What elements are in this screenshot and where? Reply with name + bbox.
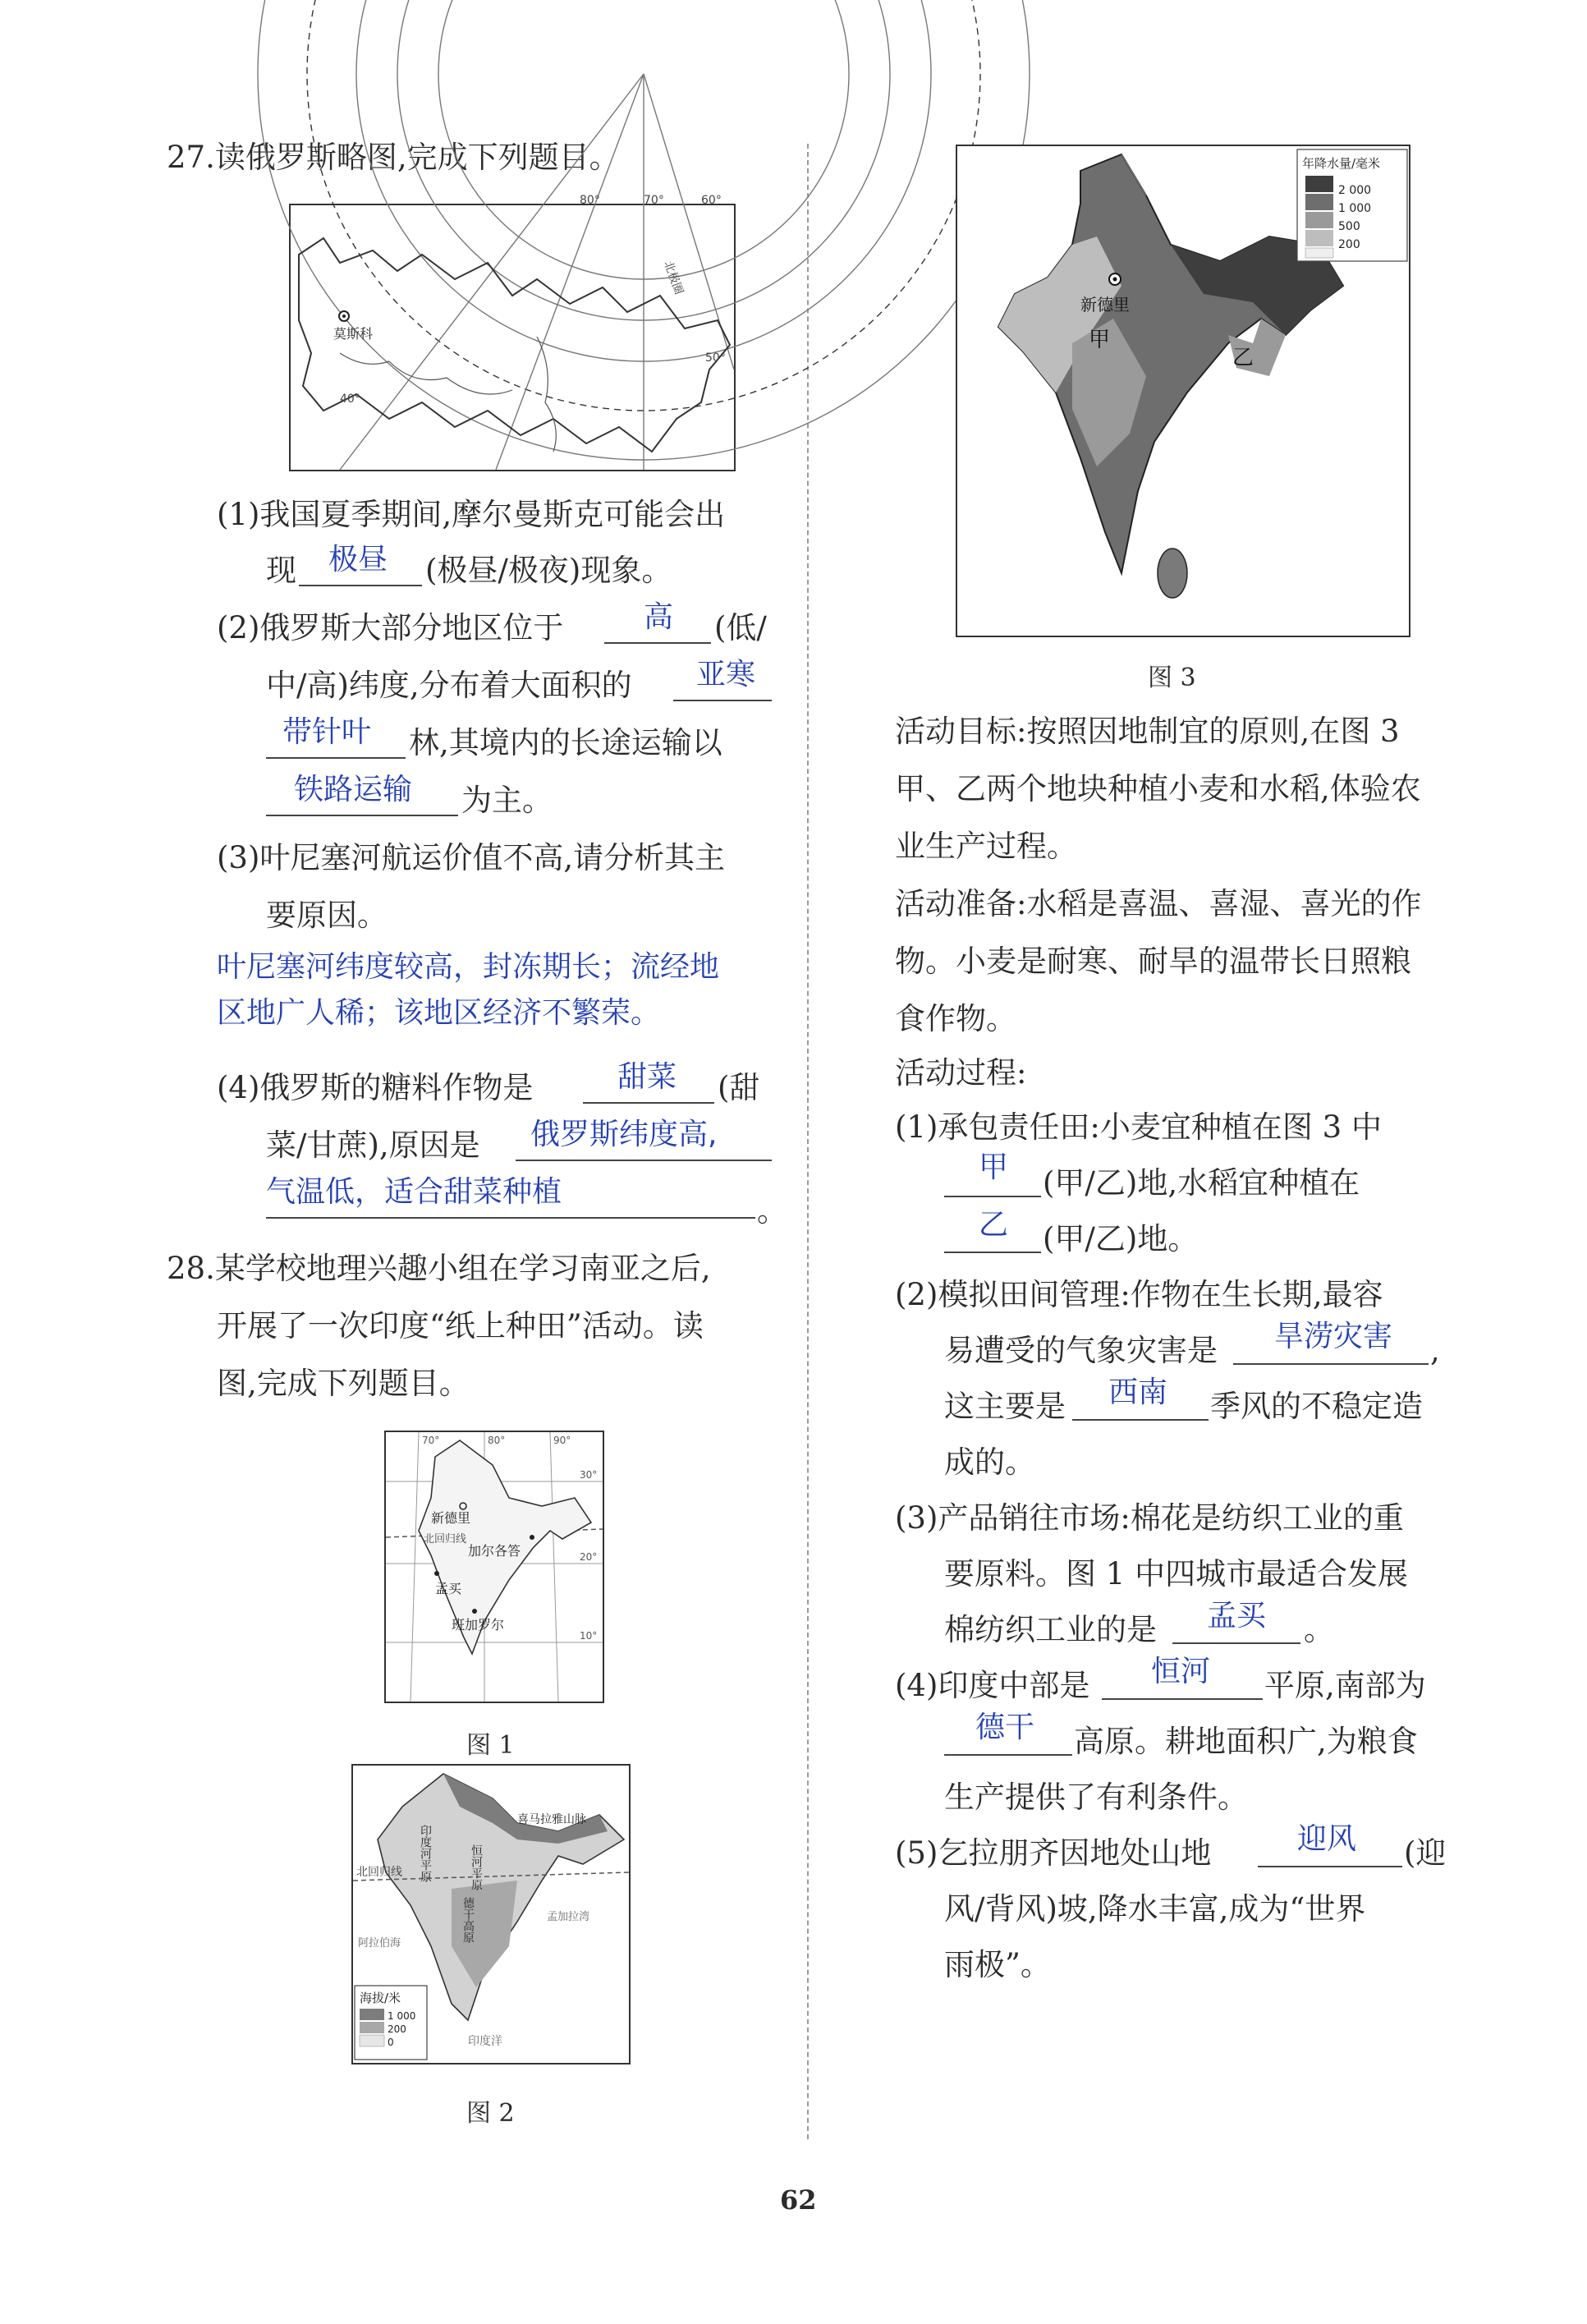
s4-line1-pre: (4)印度中部是: [895, 1668, 1090, 1703]
s5-blank-slope: [1258, 1866, 1402, 1867]
fig3-legend-1000: 1 000: [1338, 202, 1372, 215]
fig1-lat-10: 10°: [580, 1630, 598, 1642]
fig1-lon-90: 90°: [553, 1435, 571, 1446]
s4-ans-plateau: 德干: [975, 1711, 1035, 1744]
fig2-label-bay: 孟加拉湾: [547, 1911, 590, 1923]
prep-line-2: 物。小麦是耐寒、耐旱的温带长日照粮: [895, 944, 1411, 979]
fig1-lon-80: 80°: [488, 1435, 506, 1446]
s3-line1: (3)产品销往市场:棉花是纺织工业的重: [895, 1500, 1404, 1536]
q27-p3-line1: (3)叶尼塞河航运价值不高,请分析其主: [217, 840, 726, 875]
q27-p2-ans-lat: 高: [644, 600, 674, 634]
s4-line1-post: 平原,南部为: [1264, 1668, 1426, 1703]
s3-line3-post: 。: [1304, 1612, 1334, 1647]
column-divider: [807, 144, 809, 2139]
q27-p2-blank-forest1: [673, 700, 772, 701]
figure-3-caption: 图 3: [1148, 664, 1196, 692]
q27-p1-line2-post: (极昼/极夜)现象。: [425, 553, 672, 588]
q27-p1-line2-pre: 现: [266, 553, 296, 588]
fig1-city-bangalore: 班加罗尔: [452, 1617, 505, 1633]
fig1-lat-30: 30°: [580, 1469, 598, 1481]
lat-label-40: 40°: [340, 393, 360, 406]
fig3-legend-title: 年降水量/毫米: [1302, 156, 1381, 171]
q27-p4-line1-post: (甜: [718, 1070, 760, 1105]
s2-line1: (2)模拟田间管理:作物在生长期,最容: [895, 1277, 1383, 1312]
s2-line2-post: ,: [1430, 1333, 1440, 1368]
q28-stem-1: 28.某学校地理兴趣小组在学习南亚之后,: [167, 1251, 711, 1286]
fig1-lon-70: 70°: [422, 1435, 440, 1446]
q27-p4-ans-crop: 甜菜: [617, 1060, 677, 1094]
q27-p2-line2-pre: 中/高)纬度,分布着大面积的: [266, 668, 632, 703]
q27-p2-blank-transport: [266, 815, 458, 816]
q27-p3-answer1: 叶尼塞河纬度较高，封冻期长；流经地: [217, 950, 720, 984]
s2-blank-monsoon: [1072, 1419, 1209, 1421]
fig3-label-yi: 乙: [1232, 346, 1254, 370]
figure-2-caption: 图 2: [466, 2099, 515, 2128]
figure-2-terrain-map: [351, 1764, 631, 2065]
s2-line2-pre: 易遭受的气象灾害是: [944, 1333, 1218, 1368]
s2-line4: 成的。: [944, 1444, 1035, 1480]
fig2-label-deccan: 德干高原: [461, 1897, 475, 1943]
fig2-legend-1000: 1 000: [388, 2010, 416, 2022]
fig1-tropic-label: 北回归线: [424, 1533, 467, 1546]
s4-line3: 生产提供了有利条件。: [944, 1780, 1248, 1815]
s1-blank-rice: [944, 1252, 1041, 1253]
process-label: 活动过程:: [895, 1055, 1027, 1091]
q27-p4-line1-pre: (4)俄罗斯的糖料作物是: [217, 1070, 534, 1105]
fig3-label-jia: 甲: [1089, 328, 1111, 352]
s4-blank-plateau: [944, 1754, 1072, 1756]
s5-ans-slope: 迎风: [1297, 1822, 1357, 1856]
q27-p1-blank: [299, 585, 422, 586]
q27-p3-answer2: 区地广人稀；该地区经济不繁荣。: [217, 996, 661, 1030]
s2-blank-disaster: [1233, 1363, 1429, 1365]
q27-stem: 27.读俄罗斯略图,完成下列题目。: [167, 140, 620, 175]
fig2-label-ocean: 印度洋: [468, 2035, 502, 2048]
s1-ans-wheat: 甲: [979, 1151, 1009, 1184]
s1-line3-post: (甲/乙)地。: [1043, 1221, 1199, 1256]
q27-p2-ans-transport: 铁路运输: [294, 773, 413, 806]
moscow-label: 莫斯科: [333, 326, 374, 342]
s2-line3-post: 季风的不稳定造: [1210, 1389, 1423, 1424]
s5-line3: 雨极”。: [944, 1947, 1051, 1982]
q27-p2-ans-forest1: 亚寒: [696, 658, 756, 691]
fig3-legend-2000: 2 000: [1338, 184, 1372, 197]
fig1-city-mumbai: 孟买: [435, 1581, 462, 1596]
fig2-legend-0: 0: [388, 2037, 394, 2048]
lat-label-50: 50°: [705, 351, 726, 365]
lon-label-80: 80°: [580, 194, 600, 207]
s2-line3-pre: 这主要是: [944, 1389, 1066, 1424]
fig3-city-newdelhi: 新德里: [1080, 295, 1130, 315]
s1-line2-post: (甲/乙)地,水稻宜种植在: [1043, 1165, 1360, 1201]
page-number: 62: [780, 2184, 817, 2216]
q27-p2-blank-forest2: [266, 757, 406, 759]
s4-ans-plain: 恒河: [1151, 1655, 1211, 1688]
q27-p4-line3-post: 。: [757, 1193, 787, 1229]
fig3-legend-200: 200: [1338, 238, 1360, 251]
fig1-city-kolkata: 加尔各答: [468, 1543, 521, 1559]
fig2-label-tropic: 北回归线: [356, 1866, 402, 1879]
q28-stem-3: 图,完成下列题目。: [217, 1366, 470, 1401]
fig2-label-indus: 印度河平原: [419, 1825, 432, 1882]
s3-ans-city: 孟买: [1207, 1599, 1267, 1633]
q28-stem-2: 开展了一次印度“纸上种田”活动。读: [217, 1308, 704, 1343]
prep-line-3: 食作物。: [895, 1001, 1016, 1036]
s3-line2: 要原料。图 1 中四城市最适合发展: [944, 1556, 1409, 1591]
q27-p4-ans-reason2: 气温低，适合甜菜种植: [266, 1175, 562, 1209]
figure-3-precipitation-map: [956, 145, 1410, 637]
q27-p2-line4-post: 为主。: [461, 783, 553, 818]
russia-map: [289, 194, 736, 471]
q27-p4-ans-reason1: 俄罗斯纬度高,: [530, 1118, 718, 1151]
fig1-city-newdelhi: 新德里: [431, 1510, 471, 1526]
fig1-lat-20: 20°: [580, 1551, 598, 1563]
s1-ans-rice: 乙: [979, 1208, 1009, 1242]
s4-line2-post: 高原。耕地面积广,为粮食: [1074, 1724, 1418, 1759]
figure-1-caption: 图 1: [466, 1731, 515, 1760]
goal-line-2: 甲、乙两个地块种植小麦和水稻,体验农: [895, 771, 1421, 806]
lon-label-70: 70°: [644, 194, 664, 207]
lon-label-60: 60°: [701, 194, 722, 207]
figure-1-india-map: [384, 1431, 604, 1703]
q27-p2-line1-post: (低/: [714, 610, 767, 645]
fig2-label-ganges: 恒河平原: [470, 1844, 483, 1890]
q27-p2-ans-forest2: 带针叶: [282, 715, 372, 749]
s2-ans-monsoon: 西南: [1108, 1376, 1168, 1409]
s2-ans-disaster: 旱涝灾害: [1274, 1320, 1393, 1353]
fig2-label-arabian-sea: 阿拉伯海: [358, 1937, 401, 1950]
s5-line1-pre: (5)乞拉朋齐因地处山地: [895, 1835, 1212, 1871]
arctic-circle-label: 北极圈: [661, 259, 686, 296]
goal-line-3: 业生产过程。: [895, 829, 1077, 864]
goal-line-1: 活动目标:按照因地制宜的原则,在图 3: [895, 714, 1400, 749]
fig2-label-himalaya: 喜马拉雅山脉: [517, 1813, 586, 1826]
s3-blank-city: [1172, 1642, 1300, 1644]
q27-p1-line1: (1)我国夏季期间,摩尔曼斯克可能会出: [217, 497, 726, 532]
q27-p2-line1-pre: (2)俄罗斯大部分地区位于: [217, 610, 564, 645]
q27-p2-blank-lat: [604, 642, 711, 644]
fig3-legend-500: 500: [1338, 220, 1360, 233]
s5-line1-post: (迎: [1404, 1835, 1447, 1871]
s3-line3-pre: 棉纺织工业的是: [944, 1612, 1157, 1647]
q27-p4-blank-reason2: [266, 1217, 755, 1219]
q27-p4-line2-pre: 菜/甘蔗),原因是: [266, 1128, 480, 1163]
q27-p2-line3-post: 林,其境内的长途运输以: [409, 725, 722, 760]
q27-p4-blank-reason1: [516, 1160, 772, 1161]
prep-line-1: 活动准备:水稻是喜温、喜湿、喜光的作: [895, 886, 1422, 921]
fig2-legend-title: 海拔/米: [360, 1991, 401, 2005]
q27-p4-blank-crop: [583, 1102, 714, 1104]
q27-p1-answer: 极昼: [328, 543, 388, 576]
fig2-legend-200: 200: [388, 2023, 406, 2035]
s1-blank-wheat: [944, 1196, 1041, 1197]
s1-line1: (1)承包责任田:小麦宜种植在图 3 中: [895, 1109, 1382, 1145]
s5-line2: 风/背风)坡,降水丰富,成为“世界: [944, 1891, 1366, 1927]
q27-p3-line2: 要原因。: [266, 898, 388, 933]
s4-blank-plain: [1102, 1698, 1263, 1700]
